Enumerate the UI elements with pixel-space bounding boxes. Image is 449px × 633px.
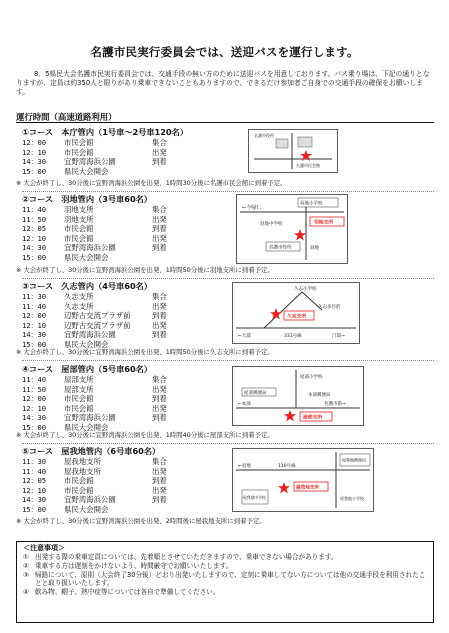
- time: 12：05: [22, 224, 46, 234]
- map-label: 久志多目的: [318, 305, 341, 310]
- map-label: ←羽地: [238, 464, 251, 469]
- place: 辺野古交流プラザ前: [64, 320, 131, 330]
- course-note: ※ 大会が終了し、30分後に宜野湾海浜公園を出発、1時間50分後に久志支所に到着予定。: [16, 348, 274, 356]
- action: 出発: [152, 320, 167, 330]
- schedule-row: [22, 495, 437, 505]
- course-1: [22, 127, 437, 176]
- place: 久志支所: [64, 292, 94, 301]
- time: 11：30: [22, 292, 46, 301]
- map-course-4-svg: [232, 366, 364, 426]
- notes-number: ③: [23, 570, 29, 579]
- action: 到着: [152, 243, 167, 253]
- separator: [22, 278, 434, 279]
- map-label: 屋我地小学校: [340, 496, 364, 501]
- schedule-row: [22, 253, 437, 263]
- map-course-3: [232, 282, 360, 344]
- action: 出発: [152, 403, 167, 413]
- place: 市民会館: [64, 394, 94, 404]
- time: 14：30: [22, 157, 46, 167]
- schedule-row: [22, 321, 437, 331]
- map-label: 本部郵便局: [308, 393, 331, 398]
- map-label: 屋部郵便局: [244, 391, 267, 396]
- action: 出発: [152, 485, 167, 495]
- map-course-2: [236, 194, 348, 264]
- time: 14：30: [22, 330, 46, 340]
- schedule-row: [22, 234, 437, 244]
- schedule-row: [22, 486, 437, 496]
- course-5: [22, 446, 437, 515]
- map-course-3-svg: [232, 282, 360, 344]
- action: 到着: [152, 330, 167, 340]
- action: [152, 505, 182, 515]
- place: 市民会館: [64, 485, 94, 495]
- action: 到着: [152, 311, 167, 321]
- place: 羽地支所: [64, 214, 94, 224]
- place: 宜野湾海浜公園: [64, 157, 116, 167]
- course-heading: ③コース 久志管内（4号車60名）: [22, 281, 153, 291]
- schedule-rows: [22, 292, 437, 350]
- notes-number: ①: [23, 553, 29, 561]
- place: 県民大会開会: [64, 504, 109, 514]
- action: 到着: [152, 157, 167, 167]
- place: 屋部支所: [64, 384, 94, 394]
- time: 12：10: [22, 233, 46, 243]
- time: 11：40: [22, 375, 46, 384]
- action: [152, 253, 182, 263]
- map-label: 110号線: [278, 464, 296, 469]
- place: 県民大会開会: [64, 252, 109, 262]
- course-4: [22, 364, 437, 433]
- schedule-row: [22, 138, 437, 148]
- action: 出発: [152, 384, 167, 394]
- action: 到着: [152, 495, 167, 505]
- map-label: 名護市民会館: [296, 163, 320, 168]
- time: 15：00: [22, 166, 46, 176]
- action: 出発: [152, 301, 167, 311]
- time: 11：40: [22, 466, 46, 476]
- course-note: ※ 大会が終了し、30分後に宜野湾海浜公園を出発、1時間50分後に羽地支所に到着予定。: [16, 266, 274, 274]
- place: 市民会館: [64, 476, 94, 486]
- schedule-row: [22, 404, 437, 414]
- place: 市民会館: [64, 233, 94, 243]
- schedule-row: [22, 505, 437, 515]
- action: 到着: [152, 413, 167, 423]
- time: 15：00: [22, 252, 46, 262]
- map-label: 名護市役所: [254, 133, 274, 138]
- course-heading: ②コース 羽地管内（3号車60名）: [22, 194, 153, 204]
- time: 15：00: [22, 504, 46, 514]
- map-label: 屋部小学校: [300, 375, 323, 380]
- schedule-row: [22, 385, 437, 395]
- place: 市民会館: [64, 147, 94, 157]
- notes-number: ④: [23, 588, 29, 597]
- place: 市民会館: [64, 224, 94, 234]
- map-label: ←今帰仁: [242, 205, 262, 211]
- map-label: 久志小学校: [294, 287, 317, 292]
- time: 11：50: [22, 214, 46, 224]
- schedule-row: [22, 167, 437, 177]
- schedule-row: [22, 311, 437, 321]
- notes-text: 飲み物、帽子、熱中症等については各自で準備してください。: [35, 588, 220, 597]
- schedule-row: [22, 205, 437, 215]
- notes-item: [23, 588, 427, 597]
- place: 宜野湾海浜公園: [64, 495, 116, 505]
- schedule-row: [22, 292, 437, 302]
- schedule-row: [22, 330, 437, 340]
- action: 集合: [152, 205, 167, 214]
- schedule-row: [22, 148, 437, 158]
- map-course-1: [248, 129, 338, 173]
- course-note: ※ 大会が終了し、30分後に宜野湾海浜公園を出発、1時間40分後に屋部支所に到着予定。: [16, 431, 274, 439]
- schedule-row: [22, 243, 437, 253]
- time: 12：10: [22, 147, 46, 157]
- separator: [22, 360, 434, 361]
- separator: [22, 443, 434, 444]
- time: 12：00: [22, 394, 46, 404]
- course-heading: ④コース 屋部管内（5号車60名）: [22, 364, 153, 374]
- map-label: 屋部支所: [303, 415, 323, 421]
- course-note: ※ 大会が終了し、30分後に宜野湾海浜公園を出発、2時間後に屋我地支所に到着予定。: [16, 517, 266, 525]
- separator: [22, 191, 434, 192]
- schedule-rows: [22, 457, 437, 515]
- time: 12：05: [22, 476, 46, 486]
- schedule-row: [22, 302, 437, 312]
- time: 11：40: [22, 205, 46, 214]
- map-label: 汀間→: [332, 334, 345, 339]
- notes-box: [16, 541, 434, 623]
- action: 出発: [152, 147, 167, 157]
- schedule-row: [22, 457, 437, 467]
- place: 屋我地支所: [64, 466, 101, 476]
- section-heading: 運行時間（高速道路利用）: [16, 112, 117, 122]
- course-heading: ①コース 本庁管内（1号車～2号車120名）: [22, 127, 189, 137]
- place: 宜野湾海浜公園: [64, 243, 116, 253]
- action: 集合: [152, 292, 167, 301]
- time: 12：10: [22, 485, 46, 495]
- action: 集合: [152, 457, 167, 466]
- schedule-rows: [22, 138, 437, 176]
- map-course-5: [232, 448, 374, 512]
- schedule-row: [22, 413, 437, 423]
- action: 集合: [152, 375, 167, 384]
- map-label: 久志支所: [287, 314, 307, 320]
- place: 羽地支所: [64, 205, 94, 214]
- place: 辺野古交流プラザ前: [64, 311, 131, 321]
- place: 宜野湾海浜公園: [64, 330, 116, 340]
- place: 市民会館: [64, 138, 94, 147]
- schedule-row: [22, 157, 437, 167]
- time: 12：00: [22, 311, 46, 321]
- notes-item: [23, 562, 427, 571]
- notes-title: ＜注意事項＞: [23, 544, 65, 552]
- map-label: 名護市街→: [324, 402, 346, 407]
- notes-item: [23, 571, 427, 589]
- map-label: 名護市役所: [269, 245, 292, 251]
- map-course-1-svg: [248, 129, 338, 173]
- map-label: 羽地: [310, 246, 319, 251]
- course-note: ※ 大会が終了し、30分後に宜野湾海浜公園を出発、1時間30分後に名護市民会館に到着予定。: [16, 179, 287, 187]
- map-course-4: [232, 366, 364, 426]
- notes-number: ②: [23, 561, 29, 570]
- map-course-2-svg: [236, 194, 348, 264]
- map-label: 羽地小学校: [300, 201, 323, 207]
- intro-paragraph: 8．5県民大会名護市民実行委員会では、交通手段の無い方のために送迎バスを用意しております。バス乗り場は、下記の通りとなりますが、定員は約350人と限りがあり乗車できないこともありますので、できるだけ参加者ご自身での交通手段の確保をお願いします。: [16, 70, 430, 97]
- place: 県民大会開会: [64, 166, 109, 176]
- time: 12：10: [22, 320, 46, 330]
- action: 到着: [152, 476, 167, 486]
- time: 14：30: [22, 413, 46, 423]
- course-2: [22, 194, 437, 263]
- schedule-row: [22, 476, 437, 486]
- time: 12：10: [22, 403, 46, 413]
- map-label: 羽地支所: [314, 220, 334, 226]
- notes-text: 乗車する方は遅刻をかけないよう、時間厳守でお願いいたします。: [35, 561, 233, 570]
- time: 15：00: [22, 422, 46, 432]
- map-label: 屋我地中学校: [243, 495, 266, 500]
- page-title: 名護市民実行委員会では、送迎バスを運行します。: [90, 45, 359, 59]
- action: 到着: [152, 224, 167, 234]
- time: 12：00: [22, 138, 46, 147]
- schedule-row: [22, 224, 437, 234]
- time: 11：30: [22, 457, 46, 466]
- schedule-row: [22, 467, 437, 477]
- action: [152, 167, 182, 177]
- action: 出発: [152, 233, 167, 243]
- action: 到着: [152, 394, 167, 404]
- map-label: 屋我地郵便局: [342, 457, 366, 463]
- course-3: [22, 281, 437, 350]
- map-label: 羽地中学校: [260, 222, 283, 227]
- section-rule: [16, 122, 434, 123]
- time: 11：50: [22, 384, 46, 394]
- time: 11：40: [22, 301, 46, 311]
- time: 15：00: [22, 339, 46, 349]
- action: 出発: [152, 466, 167, 476]
- map-course-5-svg: [232, 448, 374, 512]
- place: 県民大会開会: [64, 422, 109, 432]
- schedule-rows: [22, 375, 437, 433]
- notes-item: [23, 553, 427, 562]
- action: 出発: [152, 214, 167, 224]
- notes-text: 出発する際の乗車定員については、先着順とさせていただきますので、乗車できない場合があります。: [35, 553, 338, 561]
- place: 屋部支所: [64, 375, 94, 384]
- map-label: ←大浦: [238, 334, 251, 339]
- place: 久志支所: [64, 301, 94, 311]
- schedule-row: [22, 394, 437, 404]
- time: 14：30: [22, 495, 46, 505]
- schedule-row: [22, 215, 437, 225]
- map-label: 屋我地支所: [296, 485, 319, 491]
- schedule-rows: [22, 205, 437, 263]
- notes-text: 帰路について、原則（大会終了30分後）どおり出発いたしますので、定刻に乗車してない方については他の交通手段を利用されたことと取り扱いいたします。: [35, 570, 426, 588]
- schedule-row: [22, 375, 437, 385]
- map-label: ←本部: [238, 402, 251, 407]
- place: 宜野湾海浜公園: [64, 413, 116, 423]
- course-heading: ⑤コース 屋我地管内（6号車60名）: [22, 446, 161, 456]
- map-label: 331号線: [284, 334, 302, 339]
- action: 集合: [152, 138, 167, 147]
- place: 屋我地支所: [64, 457, 101, 466]
- place: 市民会館: [64, 403, 94, 413]
- place: 県民大会開会: [64, 339, 109, 349]
- time: 14：30: [22, 243, 46, 253]
